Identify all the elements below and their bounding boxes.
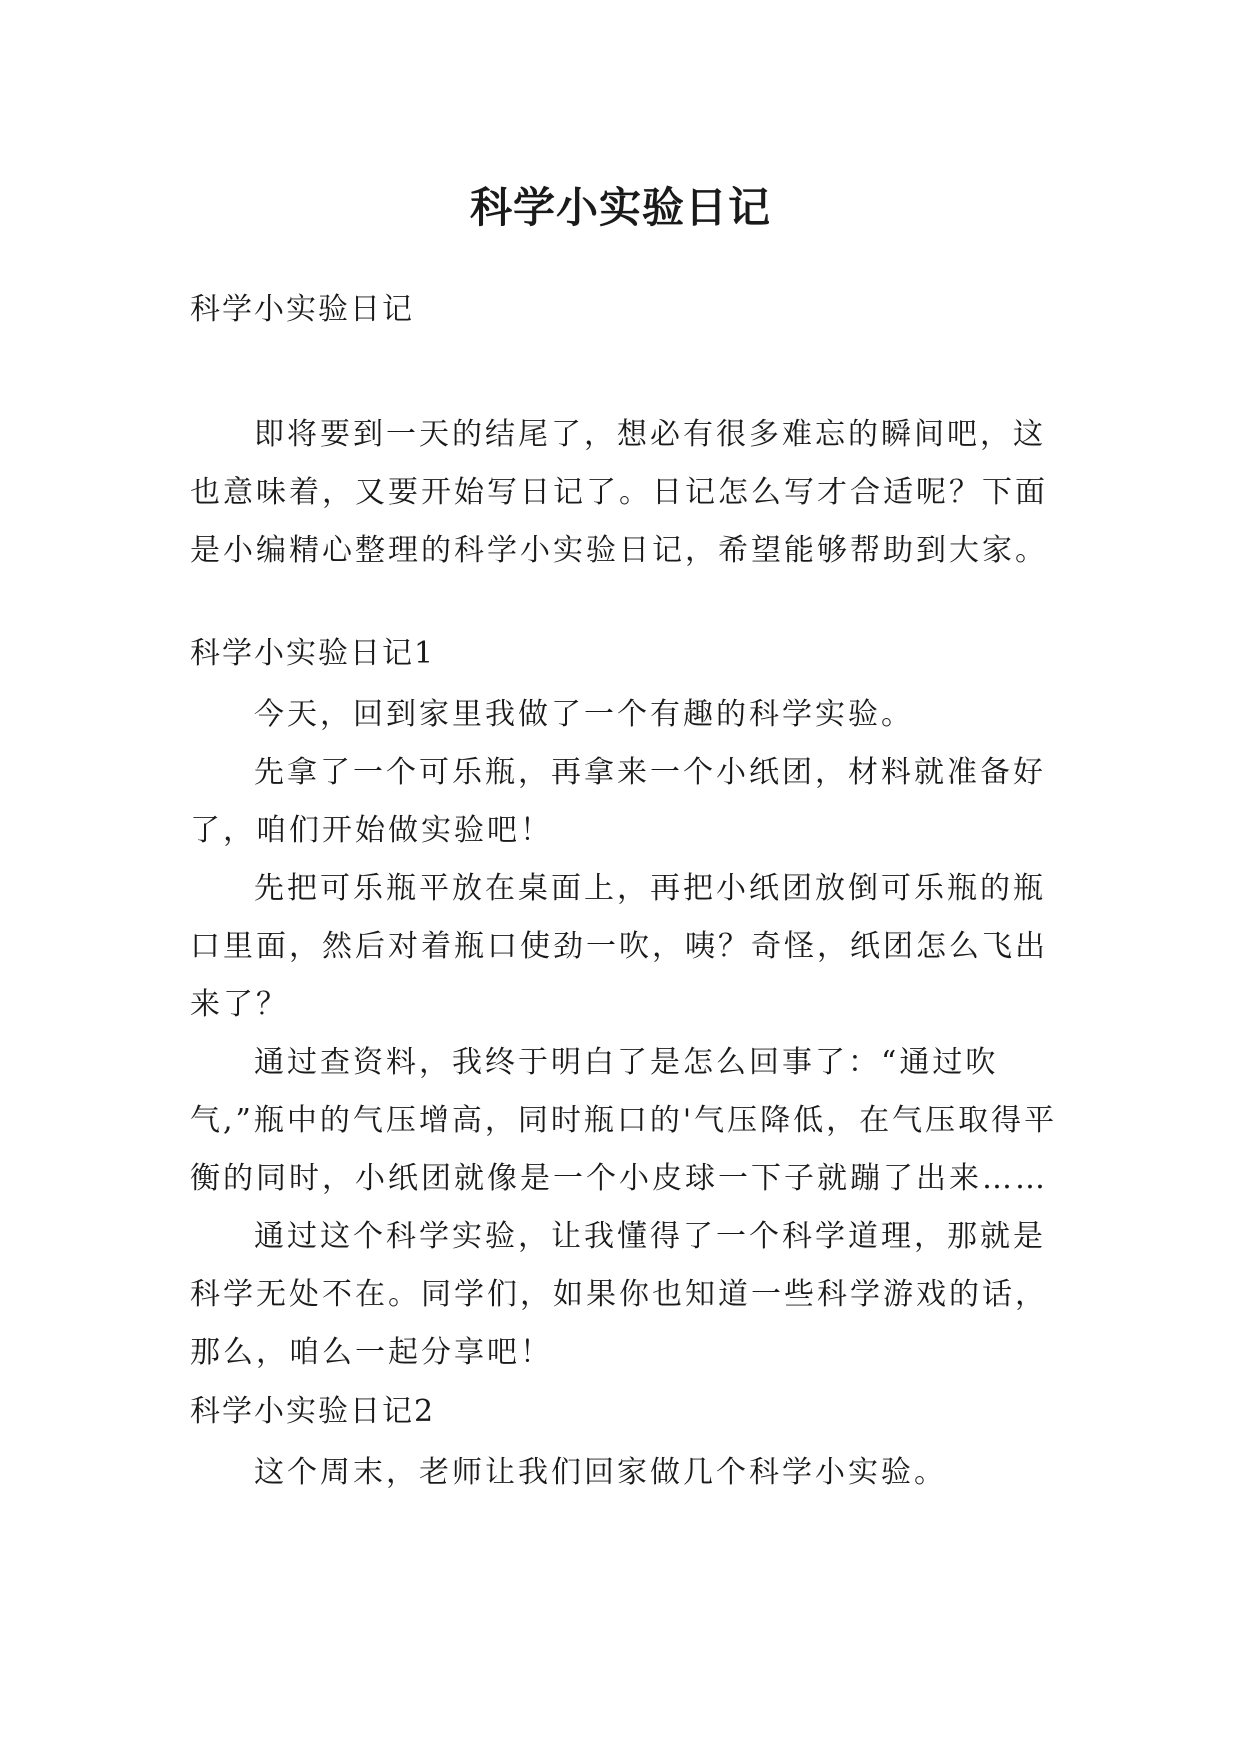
entry-heading: 科学小实验日记1 <box>190 636 436 671</box>
entry-heading: 科学小实验日记2 <box>190 1394 436 1429</box>
entry-paragraph: 通过这个科学实验，让我懂得了一个科学道理，那就是科学无处不在。同学们，如果你也知道一些科学游戏的话，那么，咱么一起分享吧！ <box>190 1219 1048 1370</box>
document-body <box>190 290 1060 1502</box>
entry-paragraph: 先拿了一个可乐瓶，再拿来一个小纸团，材料就准备好了，咱们开始做实验吧！ <box>190 755 1046 848</box>
diary-entry-1 <box>190 634 1060 1382</box>
entry-paragraph: 今天，回到家里我做了一个有趣的科学实验。 <box>254 697 914 732</box>
document-subtitle: 科学小实验日记 <box>190 292 414 327</box>
document-title: 科学小实验日记 <box>469 183 771 233</box>
entry-paragraph: 先把可乐瓶平放在桌面上，再把小纸团放倒可乐瓶的瓶口里面，然后对着瓶口使劲一吹，咦？奇怪，纸团怎么飞出来了？ <box>190 871 1048 1022</box>
diary-entry-2 <box>190 1392 1060 1502</box>
entry-paragraph: 通过查资料，我终于明白了是怎么回事了：“通过吹气,”瓶中的气压增高，同时瓶口的'气压降低，在气压取得平衡的同时，小纸团就像是一个小皮球一下子就蹦了出来…… <box>190 1045 1058 1196</box>
intro-paragraph: 即将要到一天的结尾了，想必有很多难忘的瞬间吧，这也意味着，又要开始写日记了。日记怎么写才合适呢？下面是小编精心整理的科学小实验日记，希望能够帮助到大家。 <box>190 417 1048 568</box>
entry-paragraph: 这个周末，老师让我们回家做几个科学小实验。 <box>254 1455 947 1490</box>
